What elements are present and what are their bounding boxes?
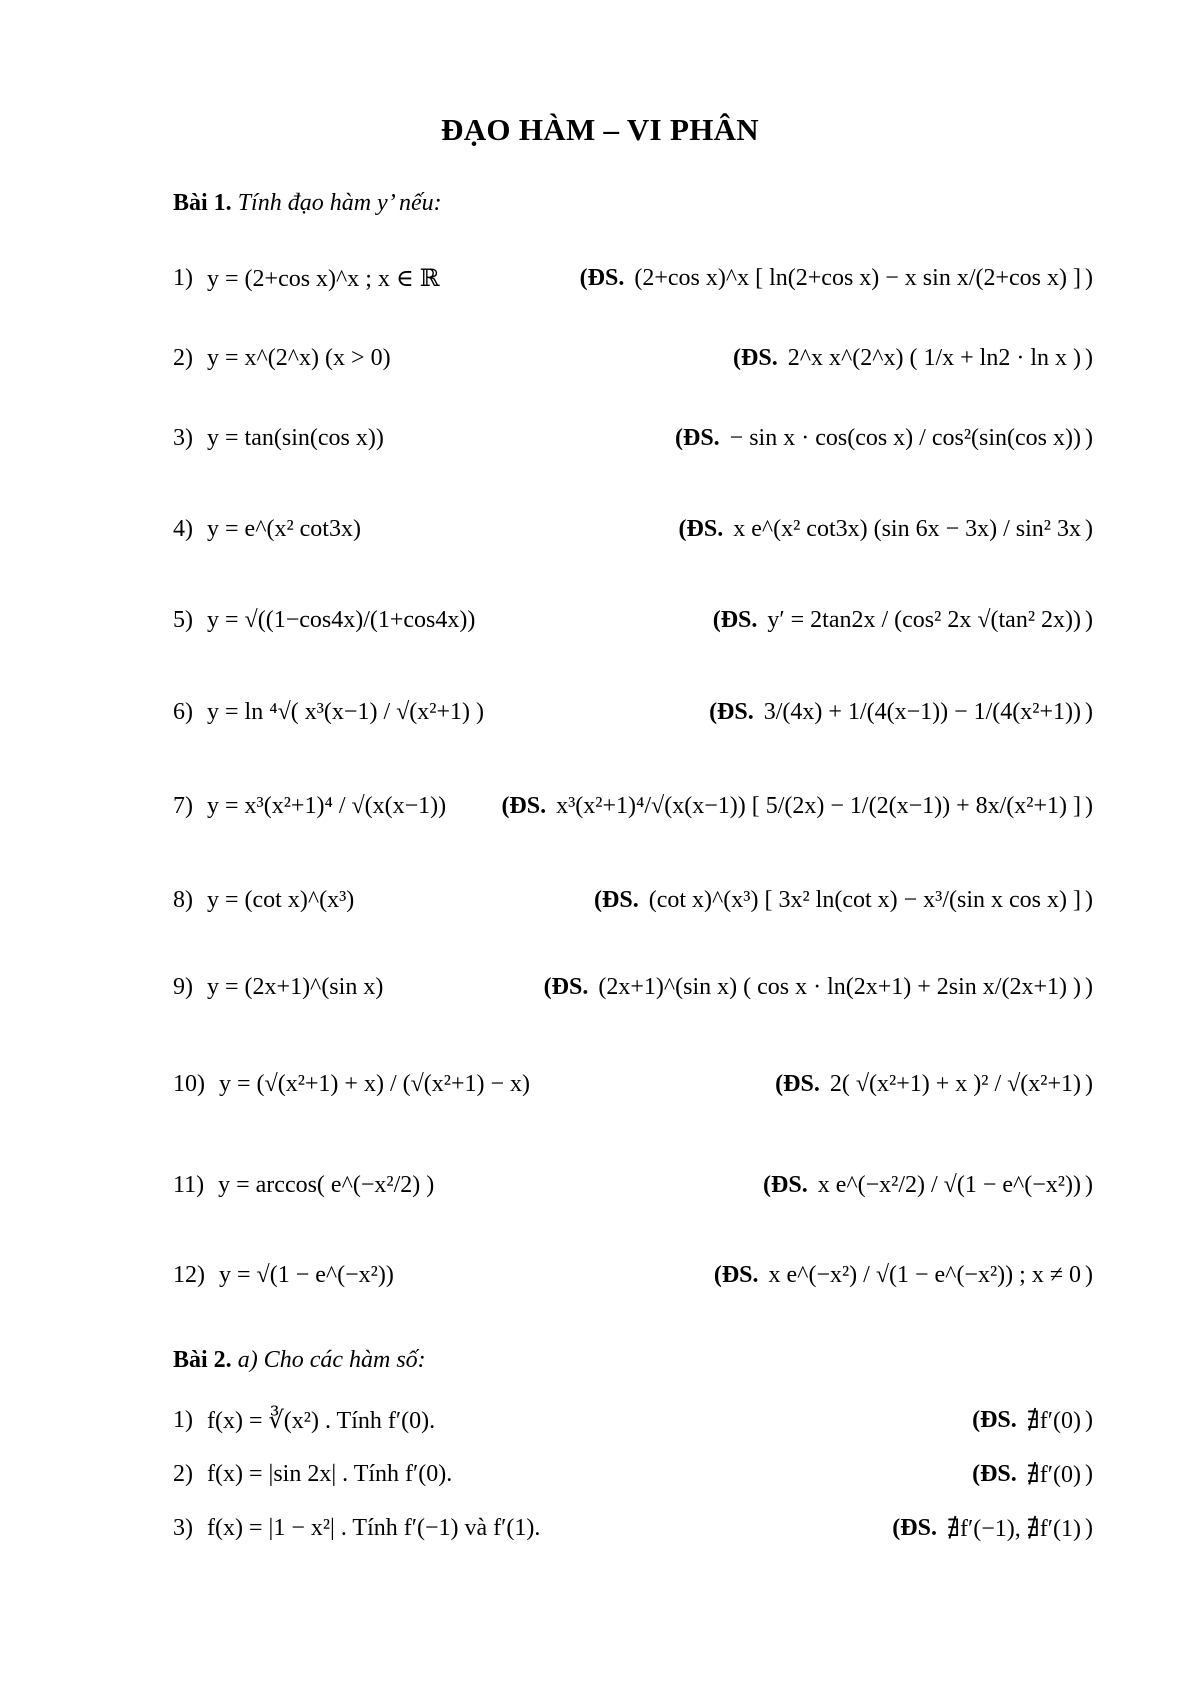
problem-expression: y = √((1−cos4x)/(1+cos4x)) bbox=[207, 606, 476, 633]
answer-expression: 2^x x^(2^x) ( 1/x + ln2 · ln x ) bbox=[787, 344, 1081, 371]
exercise-1-item-1 bbox=[173, 246, 1093, 310]
problem-expression: y = (cot x)^(x³) bbox=[207, 886, 355, 913]
answer-prefix: (ĐS. bbox=[501, 792, 547, 819]
answer-suffix: ) bbox=[1085, 1514, 1093, 1541]
answer-suffix: ) bbox=[1085, 344, 1093, 371]
answer-expression: − sin x · cos(cos x) / cos²(sin(cos x)) bbox=[729, 424, 1081, 451]
exercise-1-item-2 bbox=[173, 326, 1093, 390]
item-number: 3) bbox=[173, 1514, 193, 1541]
problem-expression: y = (√(x²+1) + x) / (√(x²+1) − x) bbox=[219, 1070, 531, 1097]
exercise-1-item-5 bbox=[173, 588, 1093, 652]
item-number: 1) bbox=[173, 1406, 193, 1433]
answer-suffix: ) bbox=[1085, 973, 1093, 1000]
item-number: 1) bbox=[173, 264, 193, 291]
problem-expression: f(x) = |sin 2x| . Tính f′(0). bbox=[207, 1460, 453, 1487]
item-number: 5) bbox=[173, 606, 193, 633]
answer-suffix: ) bbox=[1085, 1070, 1093, 1097]
item-number: 9) bbox=[173, 973, 193, 1000]
exercise-1-heading bbox=[173, 190, 442, 217]
item-number: 10) bbox=[173, 1070, 205, 1097]
problem-expression: y = x^(2^x) (x > 0) bbox=[207, 344, 391, 371]
item-number: 7) bbox=[173, 792, 193, 819]
item-number: 2) bbox=[173, 1460, 193, 1487]
item-number: 4) bbox=[173, 515, 193, 542]
answer-prefix: (ĐS. bbox=[972, 1460, 1017, 1487]
page-title: ĐẠO HÀM – VI PHÂN bbox=[441, 112, 759, 147]
exercise-1-item-9 bbox=[173, 955, 1093, 1019]
exercise-1-item-6 bbox=[173, 680, 1093, 744]
answer-prefix: (ĐS. bbox=[579, 264, 625, 291]
problem-expression: y = ln ⁴√( x³(x−1) / √(x²+1) ) bbox=[207, 698, 484, 725]
answer-expression: (2+cos x)^x [ ln(2+cos x) − x sin x/(2+cos x) ] bbox=[634, 264, 1081, 291]
answer-prefix: (ĐS. bbox=[713, 1261, 759, 1288]
answer-suffix: ) bbox=[1085, 1171, 1093, 1198]
problem-expression: y = (2x+1)^(sin x) bbox=[207, 973, 384, 1000]
problem-expression: f(x) = |1 − x²| . Tính f′(−1) và f′(1). bbox=[207, 1514, 541, 1541]
problem-expression: y = tan(sin(cos x)) bbox=[207, 424, 384, 451]
answer-prefix: (ĐS. bbox=[972, 1406, 1017, 1433]
answer-expression: y′ = 2tan2x / (cos² 2x √(tan² 2x)) bbox=[767, 606, 1081, 633]
answer-expression: 2( √(x²+1) + x )² / √(x²+1) bbox=[829, 1070, 1081, 1097]
item-number: 11) bbox=[173, 1171, 205, 1198]
answer-prefix: (ĐS. bbox=[594, 886, 639, 913]
answer-expression: (cot x)^(x³) [ 3x² ln(cot x) − x³/(sin x cos x) ] bbox=[648, 886, 1081, 913]
item-number: 2) bbox=[173, 344, 193, 371]
exercise-1-item-12 bbox=[173, 1243, 1093, 1307]
answer-suffix: ) bbox=[1085, 1460, 1093, 1487]
exercise-2-item-3 bbox=[173, 1506, 1093, 1550]
exercise-2-item-2 bbox=[173, 1452, 1093, 1496]
answer-prefix: (ĐS. bbox=[675, 424, 720, 451]
exercise-1-item-3 bbox=[173, 406, 1093, 470]
item-number: 8) bbox=[173, 886, 193, 913]
problem-expression: y = arccos( e^(−x²/2) ) bbox=[218, 1171, 435, 1198]
answer-suffix: ) bbox=[1085, 515, 1093, 542]
exercise-1-item-11 bbox=[173, 1153, 1093, 1217]
exercise-1-item-10 bbox=[173, 1052, 1093, 1116]
exercise-1-item-7 bbox=[173, 774, 1093, 838]
problem-expression: y = √(1 − e^(−x²)) bbox=[219, 1261, 394, 1288]
answer-prefix: (ĐS. bbox=[763, 1171, 808, 1198]
answer-prefix: (ĐS. bbox=[892, 1514, 937, 1541]
exercise-2-instruction: a) Cho các hàm số: bbox=[237, 1347, 426, 1373]
answer-expression: ∄f′(0) bbox=[1026, 1407, 1081, 1434]
answer-expression: x e^(x² cot3x) (sin 6x − 3x) / sin² 3x bbox=[733, 515, 1081, 542]
answer-expression: x e^(−x²) / √(1 − e^(−x²)) ; x ≠ 0 bbox=[768, 1261, 1081, 1288]
answer-suffix: ) bbox=[1085, 1406, 1093, 1433]
answer-suffix: ) bbox=[1085, 792, 1093, 819]
answer-suffix: ) bbox=[1085, 606, 1093, 633]
problem-expression: f(x) = ∛(x²) . Tính f′(0). bbox=[207, 1407, 436, 1434]
problem-expression: y = (2+cos x)^x ; x ∈ ℝ bbox=[207, 265, 440, 292]
answer-suffix: ) bbox=[1085, 886, 1093, 913]
answer-prefix: (ĐS. bbox=[733, 344, 778, 371]
item-number: 3) bbox=[173, 424, 193, 451]
exercise-1-item-8 bbox=[173, 868, 1093, 932]
exercise-1-label: Bài 1. bbox=[173, 190, 232, 216]
answer-prefix: (ĐS. bbox=[709, 698, 754, 725]
answer-expression: ∄f′(0) bbox=[1026, 1461, 1081, 1488]
answer-suffix: ) bbox=[1085, 698, 1093, 725]
answer-expression: (2x+1)^(sin x) ( cos x · ln(2x+1) + 2sin x/(2x+1) ) bbox=[598, 973, 1081, 1000]
answer-suffix: ) bbox=[1085, 264, 1093, 291]
problem-expression: y = e^(x² cot3x) bbox=[207, 515, 361, 542]
answer-expression: 3/(4x) + 1/(4(x−1)) − 1/(4(x²+1)) bbox=[763, 698, 1081, 725]
item-number: 12) bbox=[173, 1261, 205, 1288]
problem-expression: y = x³(x²+1)⁴ / √(x(x−1)) bbox=[207, 792, 447, 819]
exercise-2-item-1 bbox=[173, 1398, 1093, 1442]
answer-prefix: (ĐS. bbox=[678, 515, 724, 542]
answer-prefix: (ĐS. bbox=[543, 973, 589, 1000]
exercise-1-item-4 bbox=[173, 497, 1093, 561]
answer-expression: ∄f′(−1), ∄f′(1) bbox=[946, 1515, 1081, 1542]
answer-suffix: ) bbox=[1085, 424, 1093, 451]
exercise-2-label: Bài 2. bbox=[173, 1347, 232, 1373]
answer-prefix: (ĐS. bbox=[775, 1070, 820, 1097]
answer-suffix: ) bbox=[1085, 1261, 1093, 1288]
exercise-2-heading bbox=[173, 1347, 426, 1374]
exercise-1-instruction: Tính đạo hàm y’ nếu: bbox=[237, 190, 442, 216]
item-number: 6) bbox=[173, 698, 193, 725]
answer-expression: x e^(−x²/2) / √(1 − e^(−x²)) bbox=[817, 1171, 1081, 1198]
answer-prefix: (ĐS. bbox=[712, 606, 758, 633]
answer-expression: x³(x²+1)⁴/√(x(x−1)) [ 5/(2x) − 1/(2(x−1)) + 8x/(x²+1) ] bbox=[556, 792, 1081, 819]
